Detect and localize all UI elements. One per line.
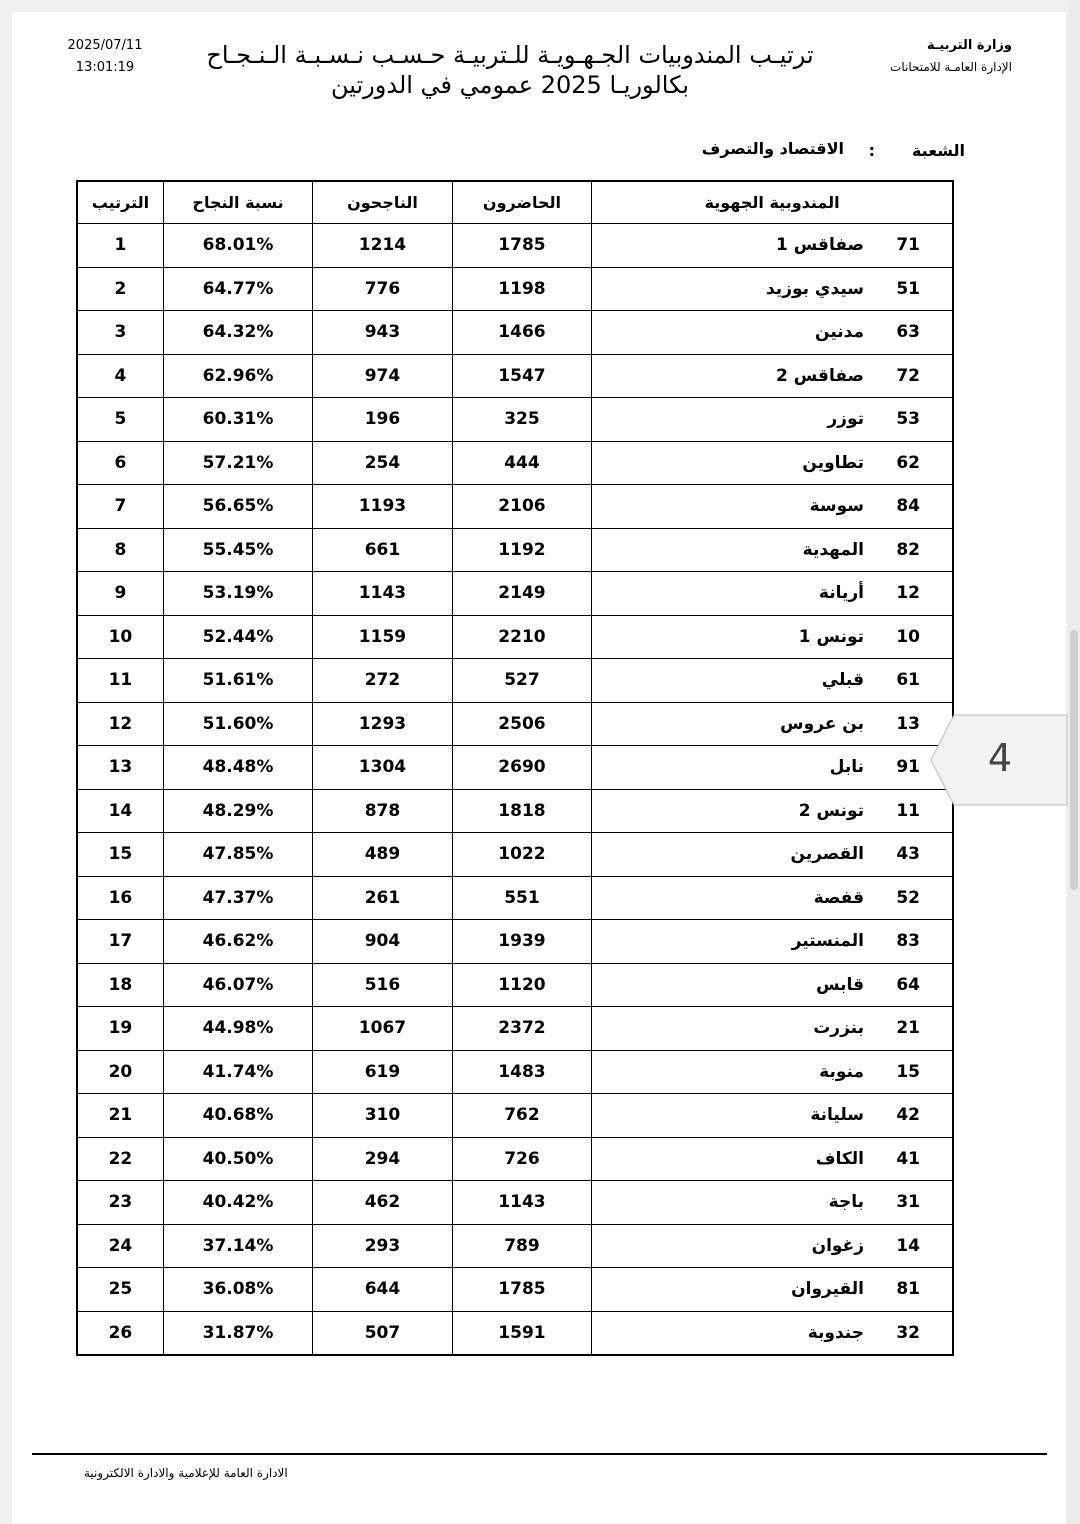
- region-code: 11: [896, 800, 920, 821]
- rank-cell: 23: [77, 1181, 163, 1225]
- rate-cell: 53.19%: [163, 572, 312, 616]
- region-cell: [592, 963, 953, 1007]
- passed-cell: 1304: [313, 746, 452, 790]
- passed-cell: 272: [313, 659, 452, 703]
- region-name: القصرين: [790, 844, 864, 865]
- region-code: 14: [896, 1235, 920, 1256]
- passed-cell: 1193: [313, 485, 452, 529]
- present-cell: 1939: [452, 920, 592, 964]
- region-cell: [592, 833, 953, 877]
- rate-cell: 56.65%: [163, 485, 312, 529]
- present-cell: 325: [452, 398, 592, 442]
- present-cell: 1143: [452, 1181, 592, 1225]
- region-code: 83: [896, 931, 920, 952]
- region-name: تونس 1: [798, 626, 864, 647]
- region-name: بن عروس: [780, 713, 864, 734]
- region-name: نابل: [829, 757, 864, 778]
- region-code: 62: [896, 452, 920, 473]
- scrollbar-thumb[interactable]: [1070, 630, 1078, 890]
- rank-cell: 15: [77, 833, 163, 877]
- table-row: [77, 1007, 953, 1051]
- title-line-2: بكالوريـا 2025 عمومي في الدورتين: [330, 71, 690, 99]
- footer-text: الادارة العامة للإعلامية والادارة الالكترونية: [84, 1466, 288, 1480]
- region-code: 51: [896, 278, 920, 299]
- table-row: [77, 354, 953, 398]
- region-name: الكاف: [815, 1148, 864, 1169]
- rate-cell: 62.96%: [163, 354, 312, 398]
- present-cell: 762: [452, 1094, 592, 1138]
- region-name: بنزرت: [813, 1018, 864, 1039]
- region-code: 71: [896, 235, 920, 256]
- region-code: 61: [896, 670, 920, 691]
- table-row: [77, 1094, 953, 1138]
- region-name: زغوان: [811, 1235, 864, 1256]
- table-row: [77, 833, 953, 877]
- region-code: 63: [896, 322, 920, 343]
- region-cell: [592, 1137, 953, 1181]
- table-row: [77, 702, 953, 746]
- region-cell: [592, 876, 953, 920]
- region-code: 21: [896, 1018, 920, 1039]
- header-rank: الترتيب: [77, 181, 163, 224]
- passed-cell: 776: [313, 267, 452, 311]
- region-name: منوبة: [819, 1061, 864, 1082]
- present-cell: 1785: [452, 224, 592, 268]
- rate-cell: 40.68%: [163, 1094, 312, 1138]
- rank-cell: 18: [77, 963, 163, 1007]
- table-row: [77, 528, 953, 572]
- rate-cell: 60.31%: [163, 398, 312, 442]
- passed-cell: 878: [313, 789, 452, 833]
- rank-cell: 12: [77, 702, 163, 746]
- ministry-name: وزارة التربيـة: [927, 38, 1012, 53]
- table-row: [77, 1311, 953, 1355]
- rank-cell: 13: [77, 746, 163, 790]
- rank-cell: 20: [77, 1050, 163, 1094]
- passed-cell: 507: [313, 1311, 452, 1355]
- rate-cell: 68.01%: [163, 224, 312, 268]
- table-row: [77, 876, 953, 920]
- vertical-scrollbar[interactable]: [1068, 0, 1080, 1524]
- table-row: [77, 615, 953, 659]
- present-cell: 1198: [452, 267, 592, 311]
- rank-cell: 25: [77, 1268, 163, 1312]
- region-cell: [592, 1268, 953, 1312]
- region-cell: [592, 1094, 953, 1138]
- present-cell: 2106: [452, 485, 592, 529]
- region-name: سوسة: [809, 496, 864, 517]
- table-row: [77, 572, 953, 616]
- rate-cell: 64.77%: [163, 267, 312, 311]
- passed-cell: 293: [313, 1224, 452, 1268]
- region-name: صفاقس 2: [776, 365, 864, 386]
- present-cell: 2506: [452, 702, 592, 746]
- passed-cell: 310: [313, 1094, 452, 1138]
- region-cell: [592, 572, 953, 616]
- region-cell: [592, 441, 953, 485]
- rate-cell: 46.07%: [163, 963, 312, 1007]
- rate-cell: 64.32%: [163, 311, 312, 355]
- header-rate: نسبة النجاح: [163, 181, 312, 224]
- passed-cell: 1159: [313, 615, 452, 659]
- region-name: سيدي بوزيد: [765, 278, 864, 299]
- present-cell: 2210: [452, 615, 592, 659]
- present-cell: 1785: [452, 1268, 592, 1312]
- passed-cell: 644: [313, 1268, 452, 1312]
- table-row: [77, 1224, 953, 1268]
- table-row: [77, 1181, 953, 1225]
- present-cell: 444: [452, 441, 592, 485]
- region-code: 82: [896, 539, 920, 560]
- region-code: 81: [896, 1279, 920, 1300]
- page-number-marker: [930, 714, 1068, 806]
- print-time: 13:01:19: [75, 60, 135, 75]
- rate-cell: 55.45%: [163, 528, 312, 572]
- rank-cell: 26: [77, 1311, 163, 1355]
- rate-cell: 44.98%: [163, 1007, 312, 1051]
- region-code: 84: [896, 496, 920, 517]
- passed-cell: 1067: [313, 1007, 452, 1051]
- table-row: [77, 659, 953, 703]
- present-cell: 1120: [452, 963, 592, 1007]
- passed-cell: 974: [313, 354, 452, 398]
- region-code: 15: [896, 1061, 920, 1082]
- present-cell: 1466: [452, 311, 592, 355]
- footer-divider: [32, 1453, 1047, 1455]
- region-cell: [592, 485, 953, 529]
- region-code: 12: [896, 583, 920, 604]
- present-cell: 527: [452, 659, 592, 703]
- passed-cell: 196: [313, 398, 452, 442]
- rank-cell: 4: [77, 354, 163, 398]
- table-row: [77, 1268, 953, 1312]
- passed-cell: 943: [313, 311, 452, 355]
- header-region: المندوبية الجهوية: [592, 181, 953, 224]
- region-name: باجة: [828, 1192, 864, 1213]
- region-code: 32: [896, 1322, 920, 1343]
- table-row: [77, 746, 953, 790]
- branch-value: الاقتصاد والتصرف: [701, 139, 844, 158]
- region-cell: [592, 1007, 953, 1051]
- table-row: [77, 789, 953, 833]
- table-row: [77, 224, 953, 268]
- passed-cell: 904: [313, 920, 452, 964]
- present-cell: 1483: [452, 1050, 592, 1094]
- present-cell: 1192: [452, 528, 592, 572]
- region-code: 41: [896, 1148, 920, 1169]
- region-name: القيروان: [791, 1279, 864, 1300]
- region-code: 10: [896, 626, 920, 647]
- rank-cell: 11: [77, 659, 163, 703]
- passed-cell: 489: [313, 833, 452, 877]
- rank-cell: 8: [77, 528, 163, 572]
- passed-cell: 661: [313, 528, 452, 572]
- region-cell: [592, 615, 953, 659]
- table-row: [77, 485, 953, 529]
- rate-cell: 36.08%: [163, 1268, 312, 1312]
- region-code: 31: [896, 1192, 920, 1213]
- rank-cell: 24: [77, 1224, 163, 1268]
- passed-cell: 1143: [313, 572, 452, 616]
- region-cell: [592, 1050, 953, 1094]
- table-row: [77, 920, 953, 964]
- region-name: المهدية: [802, 539, 864, 560]
- header-passed: الناجحون: [313, 181, 452, 224]
- table-row: [77, 311, 953, 355]
- rate-cell: 47.85%: [163, 833, 312, 877]
- region-cell: [592, 224, 953, 268]
- rate-cell: 40.42%: [163, 1181, 312, 1225]
- passed-cell: 1214: [313, 224, 452, 268]
- rate-cell: 37.14%: [163, 1224, 312, 1268]
- rank-cell: 22: [77, 1137, 163, 1181]
- region-code: 72: [896, 365, 920, 386]
- region-code: 91: [896, 757, 920, 778]
- passed-cell: 462: [313, 1181, 452, 1225]
- table-row: [77, 1137, 953, 1181]
- region-cell: [592, 1181, 953, 1225]
- region-code: 13: [896, 713, 920, 734]
- passed-cell: 261: [313, 876, 452, 920]
- table-row: [77, 398, 953, 442]
- region-name: جندوبة: [807, 1322, 864, 1343]
- region-cell: [592, 920, 953, 964]
- region-code: 52: [896, 887, 920, 908]
- region-cell: [592, 789, 953, 833]
- document-title: [170, 40, 850, 100]
- passed-cell: 1293: [313, 702, 452, 746]
- department-name: الإدارة العامـة للامتحانات: [890, 60, 1012, 74]
- region-cell: [592, 311, 953, 355]
- results-table: [76, 180, 954, 1356]
- rate-cell: 51.61%: [163, 659, 312, 703]
- region-name: قبلي: [821, 670, 864, 691]
- region-name: تونس 2: [798, 800, 864, 821]
- region-name: قابس: [816, 974, 864, 995]
- rate-cell: 31.87%: [163, 1311, 312, 1355]
- rank-cell: 2: [77, 267, 163, 311]
- region-name: قفصة: [813, 887, 864, 908]
- passed-cell: 516: [313, 963, 452, 1007]
- region-name: أريانة: [818, 583, 864, 604]
- branch-colon: :: [868, 141, 875, 160]
- present-cell: 726: [452, 1137, 592, 1181]
- region-cell: [592, 1224, 953, 1268]
- region-cell: [592, 702, 953, 746]
- rank-cell: 10: [77, 615, 163, 659]
- rank-cell: 7: [77, 485, 163, 529]
- title-line-1: ترتيـب المندوبيات الجـهـويـة للـتربيـة حـسـب نـسـبـة الـنـجـاح: [206, 41, 814, 69]
- rank-cell: 1: [77, 224, 163, 268]
- region-cell: [592, 398, 953, 442]
- region-name: المنستير: [791, 931, 864, 952]
- rank-cell: 6: [77, 441, 163, 485]
- region-name: تطاوين: [802, 452, 864, 473]
- rate-cell: 40.50%: [163, 1137, 312, 1181]
- region-name: مدنين: [815, 322, 864, 343]
- present-cell: 789: [452, 1224, 592, 1268]
- region-code: 42: [896, 1105, 920, 1126]
- region-name: توزر: [827, 409, 864, 430]
- rank-cell: 19: [77, 1007, 163, 1051]
- passed-cell: 254: [313, 441, 452, 485]
- rate-cell: 48.48%: [163, 746, 312, 790]
- region-name: صفاقس 1: [776, 235, 864, 256]
- rank-cell: 16: [77, 876, 163, 920]
- rank-cell: 17: [77, 920, 163, 964]
- rate-cell: 47.37%: [163, 876, 312, 920]
- branch-label: الشعبة: [911, 141, 965, 160]
- rate-cell: 51.60%: [163, 702, 312, 746]
- region-cell: [592, 746, 953, 790]
- present-cell: 1818: [452, 789, 592, 833]
- passed-cell: 619: [313, 1050, 452, 1094]
- region-cell: [592, 659, 953, 703]
- present-cell: 2372: [452, 1007, 592, 1051]
- region-cell: [592, 1311, 953, 1355]
- present-cell: 1547: [452, 354, 592, 398]
- present-cell: 2690: [452, 746, 592, 790]
- region-cell: [592, 354, 953, 398]
- rate-cell: 48.29%: [163, 789, 312, 833]
- header-present: الحاضرون: [452, 181, 592, 224]
- table-row: [77, 1050, 953, 1094]
- table-row: [77, 441, 953, 485]
- rank-cell: 5: [77, 398, 163, 442]
- table-row: [77, 267, 953, 311]
- passed-cell: 294: [313, 1137, 452, 1181]
- rate-cell: 52.44%: [163, 615, 312, 659]
- region-name: سليانة: [810, 1105, 864, 1126]
- rank-cell: 9: [77, 572, 163, 616]
- rank-cell: 14: [77, 789, 163, 833]
- present-cell: 551: [452, 876, 592, 920]
- region-cell: [592, 528, 953, 572]
- present-cell: 1022: [452, 833, 592, 877]
- present-cell: 2149: [452, 572, 592, 616]
- rank-cell: 21: [77, 1094, 163, 1138]
- present-cell: 1591: [452, 1311, 592, 1355]
- rate-cell: 57.21%: [163, 441, 312, 485]
- rate-cell: 46.62%: [163, 920, 312, 964]
- region-cell: [592, 267, 953, 311]
- region-code: 43: [896, 844, 920, 865]
- region-code: 53: [896, 409, 920, 430]
- print-date: 2025/07/11: [67, 38, 143, 53]
- table-header-row: [77, 181, 953, 224]
- table-row: [77, 963, 953, 1007]
- rank-cell: 3: [77, 311, 163, 355]
- region-code: 64: [896, 974, 920, 995]
- rate-cell: 41.74%: [163, 1050, 312, 1094]
- page-number: 4: [987, 736, 1013, 780]
